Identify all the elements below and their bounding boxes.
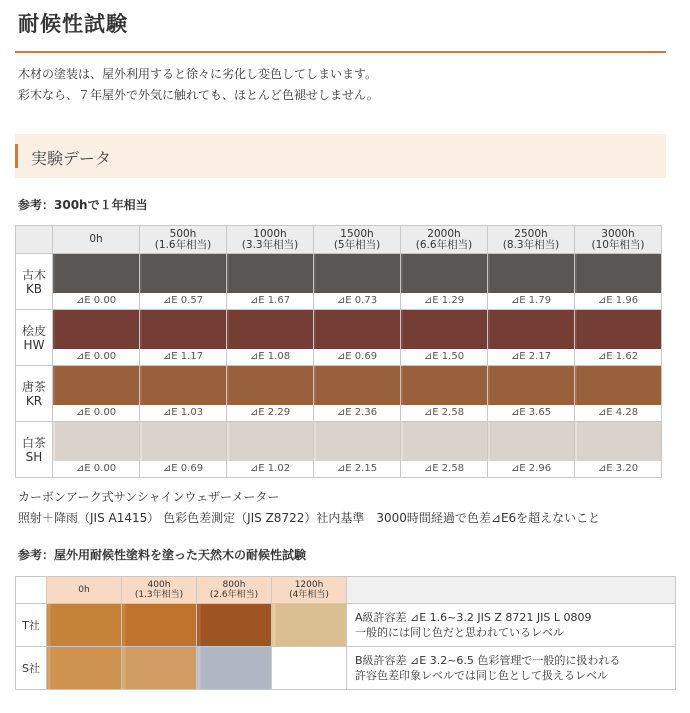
tolerance-description: A級許容差 ⊿E 1.6~3.2 JIS Z 8721 JIS L 0809 一般的には同じ色だと思われているレベル <box>347 604 676 647</box>
table-row <box>16 604 676 647</box>
section-heading <box>15 134 666 178</box>
delta-e-value: ⊿E 2.29 <box>227 405 313 421</box>
section-accent-bar <box>15 144 18 168</box>
delta-e-value: ⊿E 4.28 <box>575 405 661 421</box>
tolerance-description: B級許容差 ⊿E 3.2~6.5 色彩管理で一般的に扱われる 許容色差印象レベルでは同じ色として扱えるレベル <box>347 647 676 690</box>
reference-note-2: 参考：屋外用耐候性塗料を塗った天然木の耐候性試験 <box>18 548 307 562</box>
sample-cell <box>314 422 401 478</box>
sample-cell <box>401 366 488 422</box>
color-swatch <box>575 310 661 349</box>
sample-cell <box>314 366 401 422</box>
intro-text <box>18 64 379 106</box>
test-method-note: カーボンアーク式サンシャインウェザーメーター <box>18 490 280 504</box>
color-swatch <box>140 366 226 405</box>
table-row <box>16 422 662 478</box>
color-swatch <box>488 366 574 405</box>
sample-cell <box>575 366 662 422</box>
delta-e-value: ⊿E 1.62 <box>575 349 661 365</box>
table-row <box>16 366 662 422</box>
col-header: 500h (1.6年相当) <box>140 226 227 254</box>
table-row <box>16 254 662 310</box>
col-header: 2500h (8.3年相当) <box>488 226 575 254</box>
desc-header <box>347 577 676 604</box>
color-swatch <box>53 310 139 349</box>
intro-line: 彩木なら、７年屋外で外気に触れても、ほとんど色褪せしません。 <box>18 88 379 102</box>
delta-e-value: ⊿E 1.79 <box>488 293 574 309</box>
col-header: 400h (1.3年相当) <box>122 577 197 604</box>
delta-e-value: ⊿E 1.08 <box>227 349 313 365</box>
color-swatch <box>227 422 313 461</box>
color-swatch <box>401 310 487 349</box>
sample-cell <box>53 254 140 310</box>
color-swatch <box>227 254 313 293</box>
row-label: 白茶 SH <box>16 422 53 478</box>
delta-e-value: ⊿E 1.02 <box>227 461 313 477</box>
page-title: 耐候性試験 <box>18 12 128 36</box>
color-swatch <box>314 310 400 349</box>
delta-e-value: ⊿E 3.65 <box>488 405 574 421</box>
color-swatch <box>197 647 272 690</box>
sample-cell <box>53 422 140 478</box>
color-swatch <box>140 310 226 349</box>
sample-cell <box>227 310 314 366</box>
color-swatch <box>227 310 313 349</box>
color-swatch <box>53 366 139 405</box>
color-swatch <box>488 422 574 461</box>
col-header: 1000h (3.3年相当) <box>227 226 314 254</box>
title-divider <box>15 51 666 53</box>
color-swatch <box>272 647 347 690</box>
color-swatch <box>47 604 122 647</box>
col-header: 3000h (10年相当) <box>575 226 662 254</box>
color-swatch <box>401 422 487 461</box>
sample-cell <box>140 310 227 366</box>
sample-cell <box>488 366 575 422</box>
sample-cell <box>575 422 662 478</box>
delta-e-value: ⊿E 2.96 <box>488 461 574 477</box>
delta-e-value: ⊿E 2.58 <box>401 461 487 477</box>
delta-e-value: ⊿E 1.96 <box>575 293 661 309</box>
table-header-row <box>16 226 662 254</box>
sample-cell <box>53 366 140 422</box>
color-swatch <box>272 604 347 647</box>
col-header: 1200h (4年相当) <box>272 577 347 604</box>
color-swatch <box>314 366 400 405</box>
col-header: 1500h (5年相当) <box>314 226 401 254</box>
color-swatch <box>197 604 272 647</box>
sample-cell <box>227 366 314 422</box>
col-header: 0h <box>53 226 140 254</box>
color-swatch <box>53 254 139 293</box>
delta-e-value: ⊿E 0.00 <box>53 349 139 365</box>
sample-cell <box>227 422 314 478</box>
table-row <box>16 310 662 366</box>
corner-cell <box>16 226 53 254</box>
delta-e-value: ⊿E 1.17 <box>140 349 226 365</box>
row-label: 唐茶 KR <box>16 366 53 422</box>
delta-e-value: ⊿E 0.69 <box>140 461 226 477</box>
delta-e-value: ⊿E 2.58 <box>401 405 487 421</box>
delta-e-value: ⊿E 0.00 <box>53 293 139 309</box>
section-title: 実験データ <box>31 149 112 168</box>
col-header: 0h <box>47 577 122 604</box>
color-swatch <box>122 604 197 647</box>
delta-e-value: ⊿E 2.15 <box>314 461 400 477</box>
sample-cell <box>314 310 401 366</box>
intro-line: 木材の塗装は、屋外利用すると徐々に劣化し変色してしまいます。 <box>18 67 378 81</box>
color-swatch <box>488 254 574 293</box>
delta-e-value: ⊿E 1.50 <box>401 349 487 365</box>
color-swatch <box>575 422 661 461</box>
col-header: 800h (2.6年相当) <box>197 577 272 604</box>
sample-cell <box>227 254 314 310</box>
weathering-table <box>15 225 662 478</box>
sample-cell <box>575 310 662 366</box>
delta-e-value: ⊿E 0.69 <box>314 349 400 365</box>
delta-e-value: ⊿E 0.00 <box>53 461 139 477</box>
row-label: S社 <box>16 647 47 690</box>
corner-cell <box>16 577 47 604</box>
test-criteria-note: 照射＋降雨（JIS A1415） 色彩色差測定（JIS Z8722）社内基準 3000時間経過で色差⊿E6を超えないこと <box>18 511 601 525</box>
color-swatch <box>575 254 661 293</box>
delta-e-value: ⊿E 0.73 <box>314 293 400 309</box>
color-swatch <box>227 366 313 405</box>
natural-wood-table <box>15 576 676 690</box>
sample-cell <box>140 422 227 478</box>
sample-cell <box>401 422 488 478</box>
color-swatch <box>488 310 574 349</box>
color-swatch <box>401 366 487 405</box>
color-swatch <box>53 422 139 461</box>
sample-cell <box>140 254 227 310</box>
delta-e-value: ⊿E 1.29 <box>401 293 487 309</box>
sample-cell <box>488 310 575 366</box>
table-row <box>16 647 676 690</box>
sample-cell <box>488 422 575 478</box>
sample-cell <box>401 310 488 366</box>
color-swatch <box>314 422 400 461</box>
sample-cell <box>488 254 575 310</box>
sample-cell <box>53 310 140 366</box>
delta-e-value: ⊿E 1.67 <box>227 293 313 309</box>
row-label: 桧皮 HW <box>16 310 53 366</box>
color-swatch <box>401 254 487 293</box>
col-header: 2000h (6.6年相当) <box>401 226 488 254</box>
color-swatch <box>575 366 661 405</box>
sample-cell <box>314 254 401 310</box>
color-swatch <box>122 647 197 690</box>
table-header-row <box>16 577 676 604</box>
sample-cell <box>401 254 488 310</box>
row-label: T社 <box>16 604 47 647</box>
delta-e-value: ⊿E 0.57 <box>140 293 226 309</box>
sample-cell <box>140 366 227 422</box>
color-swatch <box>140 422 226 461</box>
delta-e-value: ⊿E 2.36 <box>314 405 400 421</box>
reference-note: 参考：300hで１年相当 <box>18 198 148 212</box>
row-label: 古木 KB <box>16 254 53 310</box>
delta-e-value: ⊿E 1.03 <box>140 405 226 421</box>
delta-e-value: ⊿E 0.00 <box>53 405 139 421</box>
color-swatch <box>47 647 122 690</box>
color-swatch <box>314 254 400 293</box>
delta-e-value: ⊿E 2.17 <box>488 349 574 365</box>
delta-e-value: ⊿E 3.20 <box>575 461 661 477</box>
color-swatch <box>140 254 226 293</box>
sample-cell <box>575 254 662 310</box>
